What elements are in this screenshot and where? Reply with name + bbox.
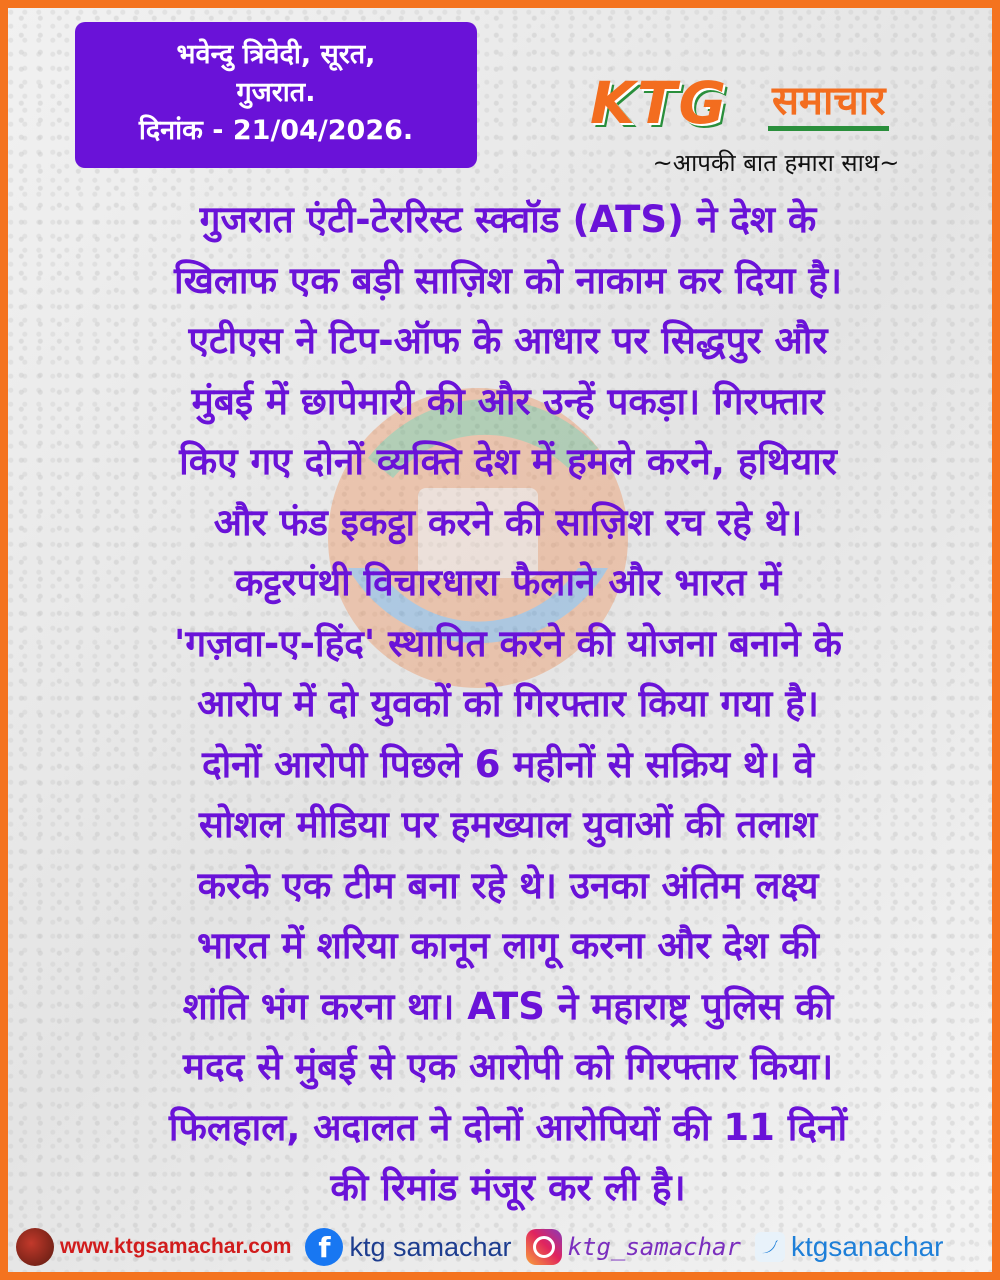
logo-ktg-text: KTG	[590, 69, 729, 137]
article-line: भारत में शरिया कानून लागू करना और देश की	[197, 924, 819, 967]
article-line: फिलहाल, अदालत ने दोनों आरोपियों की 11 दिनों	[168, 1105, 848, 1149]
article-line: खिलाफ एक बड़ी साज़िश को नाकाम कर दिया है।	[173, 258, 842, 302]
byline-author: भवेन्दु त्रिवेदी, सूरत,	[176, 39, 376, 70]
globe-icon	[16, 1228, 54, 1266]
website-text: www.ktgsamachar.com	[60, 1235, 292, 1258]
article-body	[44, 190, 972, 1219]
twitter-link[interactable]	[755, 1231, 944, 1263]
twitter-icon	[755, 1232, 785, 1262]
article-line: गुजरात एंटी-टेररिस्ट स्क्वॉड (ATS) ने देश के	[199, 198, 817, 241]
byline-box	[75, 22, 477, 168]
article-line: किए गए दोनों व्यक्ति देश में हमले करने, हथियार	[179, 440, 837, 483]
article-line: 'गज़वा-ए-हिंद' स्थापित करने की योजना बनाने के	[174, 621, 842, 665]
article-line: शांति भंग करना था। ATS ने महाराष्ट्र पुलिस की	[182, 984, 834, 1028]
article-line: मदद से मुंबई से एक आरोपी को गिरफ्तार किया।	[182, 1045, 834, 1088]
article-line: मुंबई में छापेमारी की और उन्हें पकड़ा। गिरफ्तार	[191, 379, 825, 423]
twitter-text: ktgsanachar	[790, 1231, 944, 1262]
article-line: एटीएस ने टिप-ऑफ के आधार पर सिद्धपुर और	[188, 319, 828, 362]
instagram-icon	[526, 1229, 562, 1265]
instagram-text: ktg_samachar	[567, 1233, 741, 1261]
ktg-logo	[590, 70, 950, 140]
facebook-link[interactable]	[305, 1228, 511, 1266]
byline-state: गुजरात.	[236, 77, 316, 108]
instagram-link[interactable]	[526, 1229, 741, 1265]
facebook-icon: f	[305, 1228, 343, 1266]
facebook-text: ktg samachar	[349, 1231, 512, 1262]
article-line: आरोप में दो युवकों को गिरफ्तार किया गया है।	[197, 682, 819, 725]
logo-tagline: ~आपकी बात हमारा साथ~	[652, 149, 900, 177]
article-line: करके एक टीम बना रहे थे। उनका अंतिम लक्ष्य	[197, 863, 819, 907]
logo-samachar-text: समाचार	[768, 76, 889, 131]
article-line: दोनों आरोपी पिछले 6 महीनों से सक्रिय थे। वे	[201, 742, 815, 786]
social-footer	[16, 1214, 1000, 1280]
article-line: सोशल मीडिया पर हमख्याल युवाओं की तलाश	[198, 803, 818, 846]
article-line: कट्टरपंथी विचारधारा फैलाने और भारत में	[234, 561, 782, 604]
byline-date: दिनांक - 21/04/2026.	[138, 115, 414, 146]
website-link[interactable]	[16, 1228, 291, 1266]
article-line: और फंड इकट्ठा करने की साज़िश रच रहे थे।	[213, 500, 803, 544]
article-line: की रिमांड मंजूर कर ली है।	[330, 1166, 686, 1209]
